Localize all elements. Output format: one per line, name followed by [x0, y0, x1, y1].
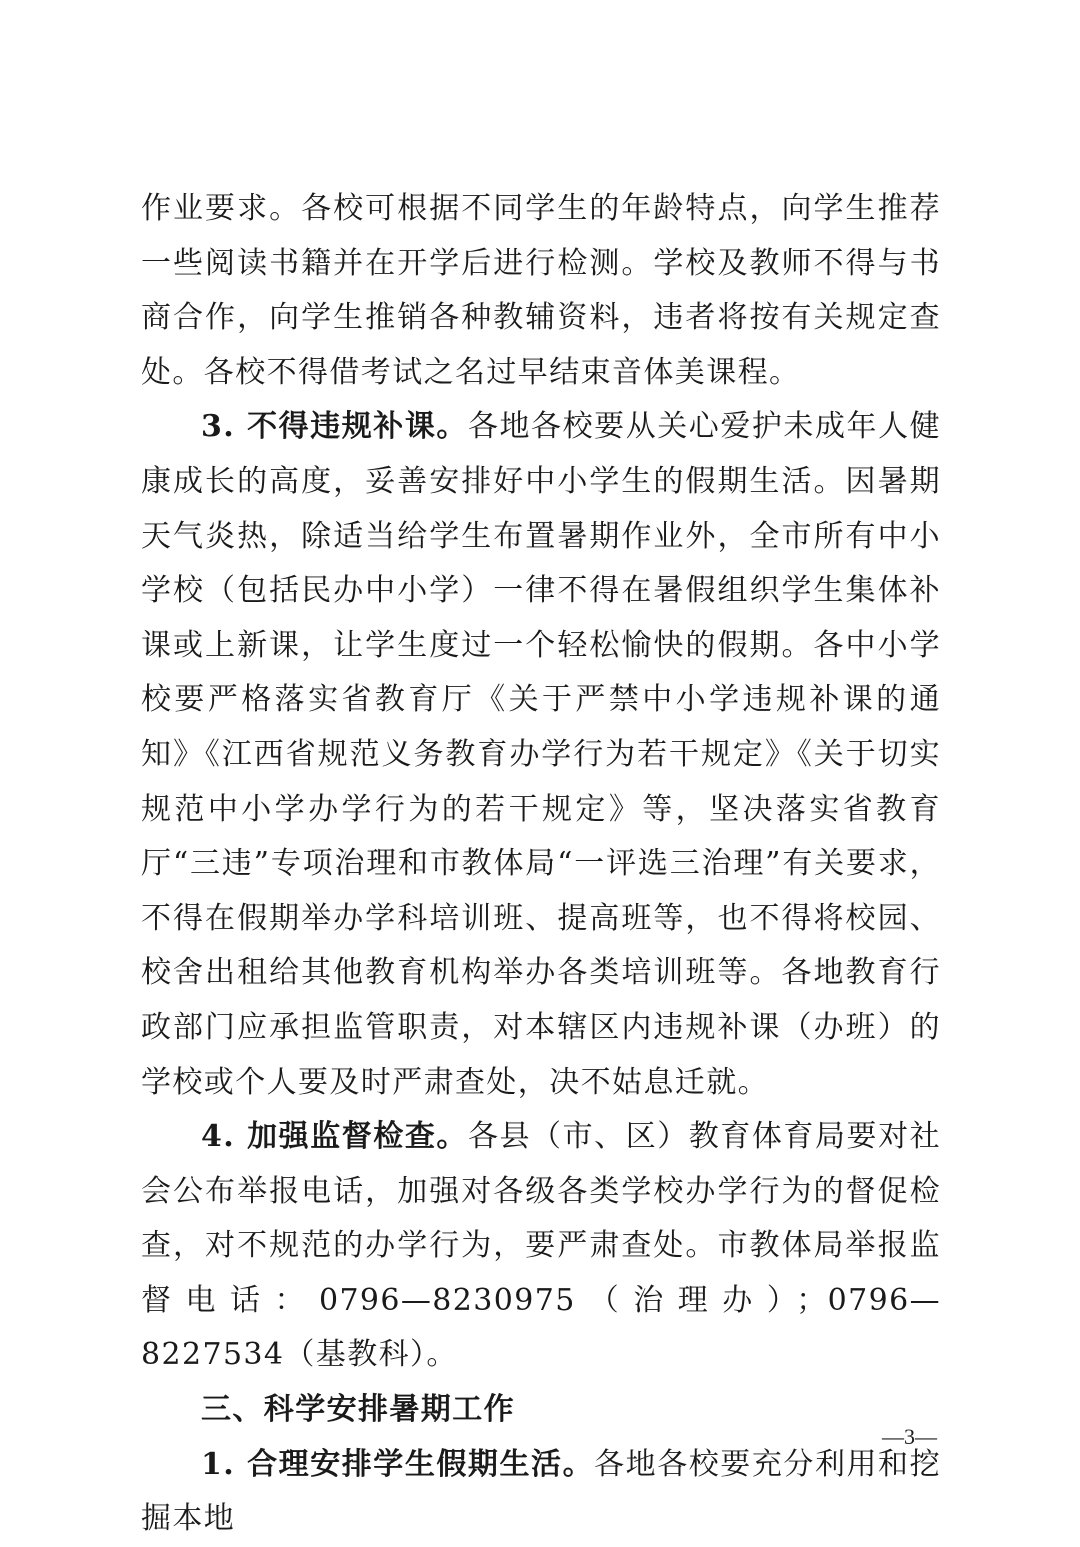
paragraph-homework-requirements: [141, 182, 941, 400]
paragraph-lead-heading: 1. 合理安排学生假期生活。: [201, 1446, 595, 1482]
paragraph-text: 各地各校要充分利用和挖掘本地: [141, 1446, 941, 1537]
document-body: [141, 182, 941, 1547]
page-number: —3—: [882, 1424, 937, 1449]
paragraph-lead-heading: 3. 不得违规补课。: [201, 409, 468, 445]
paragraph-strengthen-supervision: [141, 1110, 941, 1383]
paragraph-text: 各县（市、区）教育体育局要对社会公布举报电话，加强对各级各类学校办学行为的督促检查，对不规范的办学行为，要严肃查处。市教体局举报监督电话：0796—8230975（治理办）；0796—8227534（基教科）。: [141, 1119, 942, 1373]
paragraph-text: 各地各校要从关心爱护未成年人健康成长的高度，妥善安排好中小学生的假期生活。因暑期天气炎热，除适当给学生布置暑期作业外，全市所有中小学校（包括民办中小学）一律不得在暑假组织学生集体补课或上新课，让学生度过一个轻松愉快的假期。各中小学校要严格落实省教育厅《关于严禁中小学违规补课的通知》《江西省规范义务教育办学行为若干规定》《关于切实规范中小学办学行为的若干规定》等，坚决落实省教育厅“三违”专项治理和市教体局“一评选三治理”有关要求，不得在假期举办学科培训班、提高班等，也不得将校园、校舍出租给其他教育机构举办各类培训班等。各地教育行政部门应承担监管职责，对本辖区内违规补课（办班）的学校或个人要及时严肃查处，决不姑息迁就。: [141, 409, 942, 1100]
paragraph-lead-heading: 4. 加强监督检查。: [201, 1119, 468, 1155]
paragraph-text: 作业要求。各校可根据不同学生的年龄特点，向学生推荐一些阅读书籍并在开学后进行检测。学校及教师不得与书商合作，向学生推销各种教辅资料，违者将按有关规定查处。各校不得借考试之名过早结束音体美课程。: [141, 191, 941, 390]
paragraph-arrange-vacation-life: [141, 1438, 941, 1547]
paragraph-no-illegal-tutoring: [141, 400, 941, 1110]
section-heading: 三、科学安排暑期工作: [201, 1392, 515, 1428]
